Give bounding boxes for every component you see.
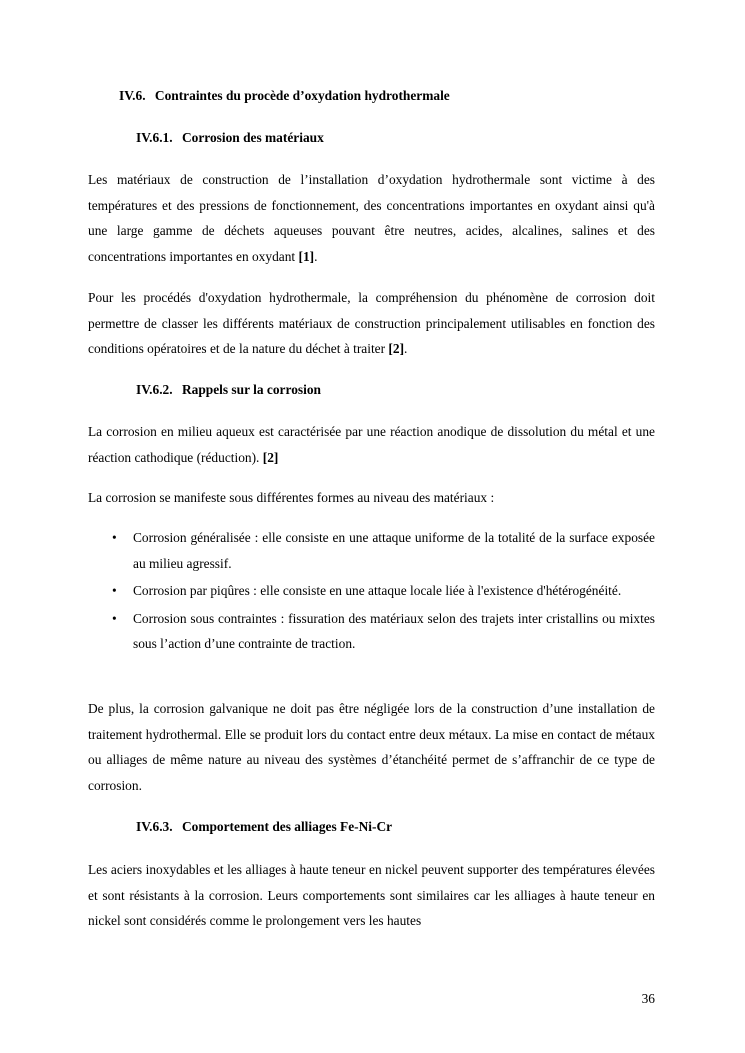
subsection-heading-1	[136, 130, 324, 146]
paragraph-6-text: Les aciers inoxydables et les alliages à haute teneur en nickel peuvent supporter des températures élevées et sont résistants à la corrosion. Leurs comportements sont similaires car les alliages à haute teneur en nickel sont considérés comme le prolongement vers les hautes	[88, 862, 655, 928]
citation-3: [2]	[262, 449, 279, 465]
corrosion-types-list	[88, 525, 655, 659]
subsection-number-1: IV.6.1.	[136, 130, 173, 145]
paragraph-3	[88, 419, 655, 470]
paragraph-1	[88, 167, 655, 269]
paragraph-2-end: .	[404, 341, 408, 356]
subsection-number-2: IV.6.2.	[136, 382, 173, 397]
paragraph-4-text: La corrosion se manifeste sous différentes formes au niveau des matériaux :	[88, 490, 495, 505]
subsection-title-3: Comportement des alliages Fe-Ni-Cr	[181, 819, 393, 834]
list-item-text: Corrosion sous contraintes : fissuration des matériaux selon des trajets inter cristallins ou mixtes sous l’action d’une contrainte de traction.	[133, 610, 655, 651]
paragraph-1-end: .	[314, 248, 318, 264]
section-heading	[119, 88, 450, 104]
paragraph-6	[88, 857, 655, 934]
paragraph-2-text: Pour les procédés d'oxydation hydrothermale, la compréhension du phénomène de corrosion doit permettre de classer les différents matériaux de construction principalement utilisables en fonction des conditions opératoires et de la nature du déchet à traiter	[88, 290, 655, 356]
section-number: IV.6.	[119, 88, 146, 103]
paragraph-2	[88, 285, 655, 362]
bullet-icon: •	[112, 610, 117, 626]
list-item	[88, 525, 655, 576]
paragraph-5	[88, 696, 655, 798]
section-title: Contraintes du procède d’oxydation hydrothermale	[154, 88, 450, 103]
bullet-icon: •	[112, 583, 117, 598]
citation-2: [2]	[388, 341, 405, 356]
list-item	[88, 606, 655, 657]
subsection-title-1: Corrosion des matériaux	[181, 130, 324, 145]
subsection-heading-2	[136, 382, 321, 398]
list-item	[88, 578, 655, 604]
paragraph-1-text: Les matériaux de construction de l’installation d’oxydation hydrothermale sont victime à des températures et des pressions de fonctionnement, des concentrations importantes en oxydant ainsi qu'à une large gamme de déchets aqueuses pouvant être neutres, acides, alcalines, salines et des concentrations importantes en oxydant	[88, 172, 655, 264]
paragraph-3-text: La corrosion en milieu aqueux est caractérisée par une réaction anodique de dissolution du métal et une réaction cathodique (réduction).	[88, 424, 655, 465]
citation-1: [1]	[298, 248, 315, 264]
paragraph-5-text: De plus, la corrosion galvanique ne doit pas être négligée lors de la construction d’une installation de traitement hydrothermal. Elle se produit lors du contact entre deux métaux. La mise en contact de métaux ou alliages de même nature au niveau des systèmes d’étanchéité permet de s’affranchir de ce type de corrosion.	[88, 701, 655, 793]
list-item-text: Corrosion par piqûres : elle consiste en une attaque locale liée à l'existence d'hétérogénéité.	[133, 583, 622, 598]
paragraph-4	[88, 485, 655, 511]
bullet-icon: •	[112, 530, 117, 545]
subsection-title-2: Rappels sur la corrosion	[181, 382, 321, 397]
list-item-text: Corrosion généralisée : elle consiste en une attaque uniforme de la totalité de la surface exposée au milieu agressif.	[133, 530, 655, 571]
subsection-heading-3	[136, 819, 392, 835]
subsection-number-3: IV.6.3.	[136, 819, 173, 834]
page-number: 36	[641, 991, 655, 1006]
